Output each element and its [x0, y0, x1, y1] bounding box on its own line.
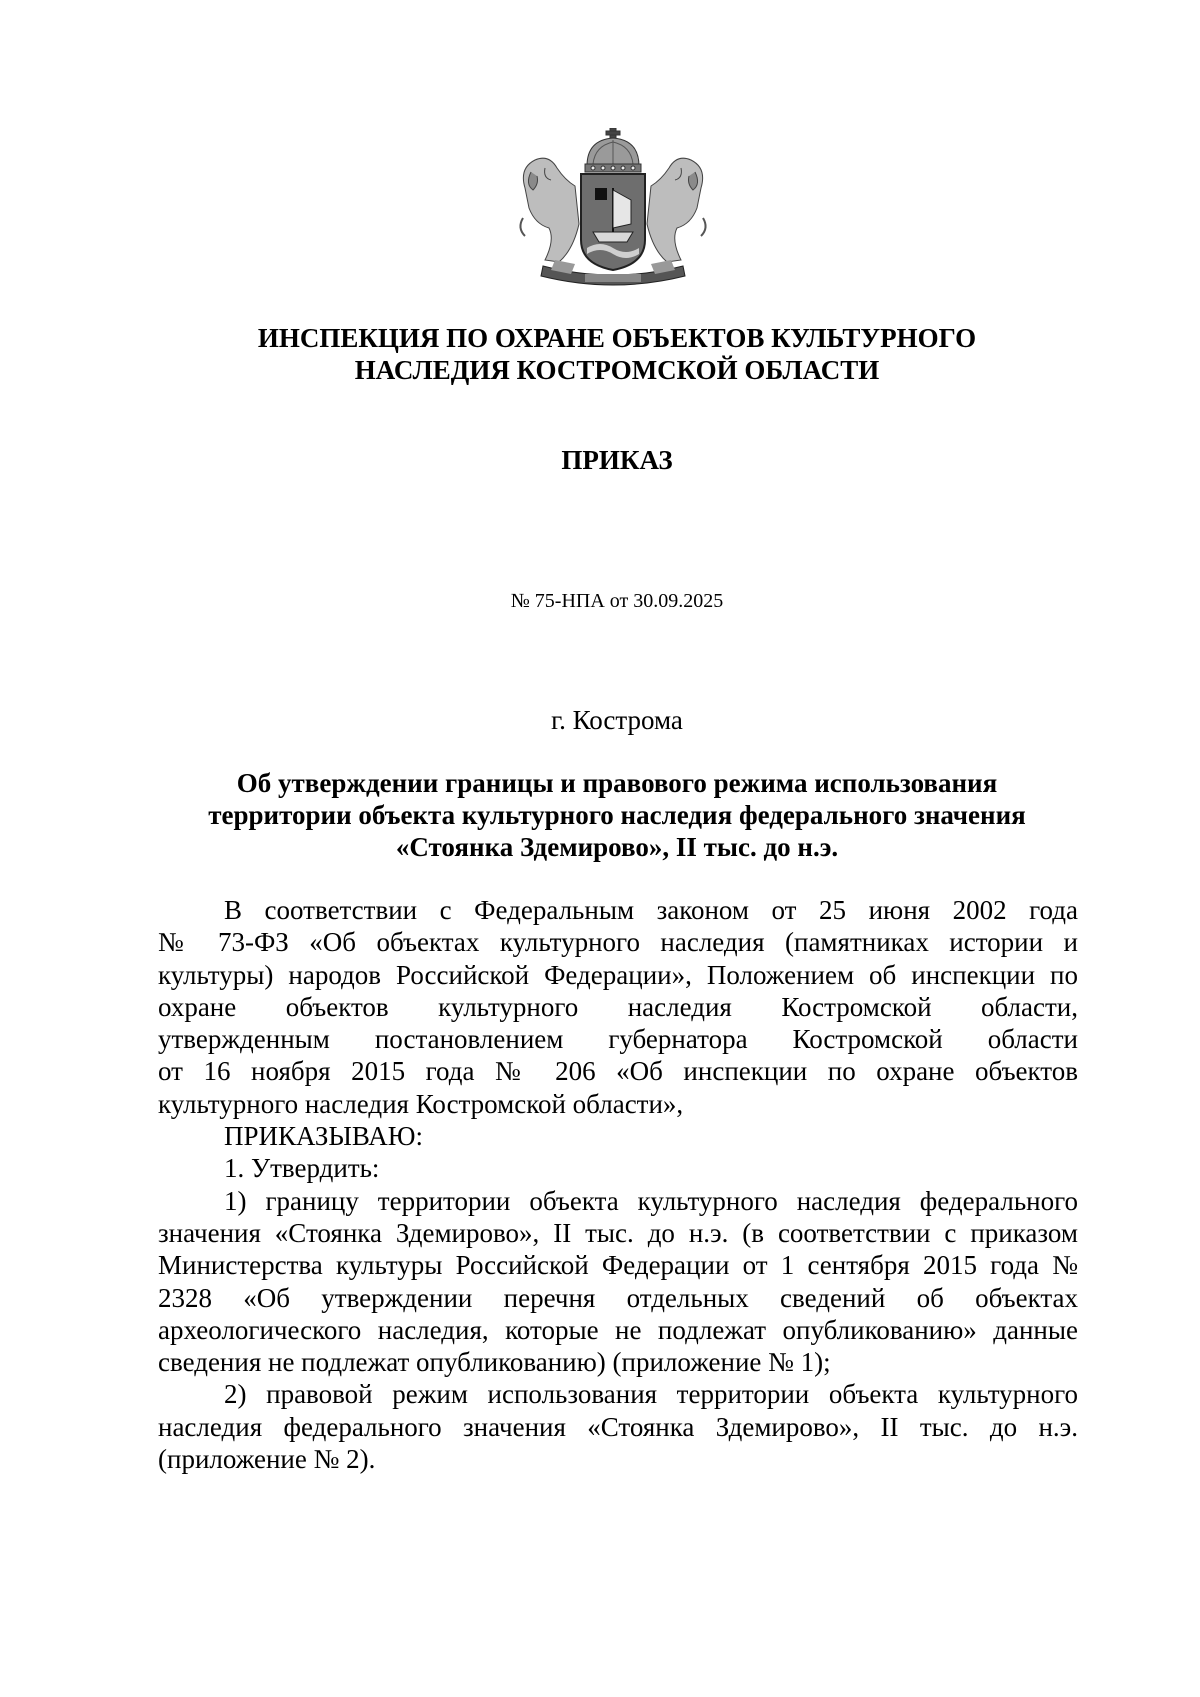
preamble-line: от 16 ноября 2015 года № 206 «Об инспекции по охране объектов [158, 1056, 1078, 1087]
preamble-line: В соответствии с Федеральным законом от 25 июня 2002 года [224, 895, 1078, 925]
left-lion-supporter-icon [520, 158, 579, 262]
document-city: г. Кострома [551, 705, 683, 735]
subitem-line: Министерства культуры Российской Федерации от 1 сентября 2015 года № [158, 1250, 1078, 1281]
subject-line: территории объекта культурного наследия федерального значения [208, 800, 1026, 830]
document-subject-heading [140, 767, 1094, 863]
subitem-line: 2) правовой режим использования территории объекта культурного [224, 1379, 1078, 1410]
subitem-line: значения «Стоянка Здемирово», II тыс. до н.э. (в соответствии с приказом [158, 1217, 1078, 1248]
subitem-line: наследия федерального значения «Стоянка Здемирово», II тыс. до н.э. [158, 1411, 1078, 1442]
preamble-line: культуры) народов Российской Федерации», Положением об инспекции по [158, 959, 1078, 990]
subject-line: Об утверждении границы и правового режима использования [236, 768, 998, 798]
subitem-line: археологического наследия, которые не подлежат опубликованию» данные [158, 1314, 1078, 1345]
subitem-line: 2328 «Об утверждении перечня отдельных сведений об объектах [158, 1282, 1078, 1313]
crown-icon [585, 128, 641, 172]
document-body [158, 894, 1078, 1475]
preamble-line: № 73-ФЗ «Об объектах культурного наследия (памятниках истории и [158, 927, 1078, 958]
document-number-date: № 75-НПА от 30.09.2025 [510, 590, 724, 612]
issuing-authority-title [0, 322, 1200, 386]
authority-title-line: НАСЛЕДИЯ КОСТРОМСКОЙ ОБЛАСТИ [354, 355, 880, 385]
subitem-1-paragraph [158, 1185, 1078, 1379]
subitem-2-paragraph [158, 1378, 1078, 1475]
subitem-line: сведения не подлежат опубликованию) (приложение № 1); [158, 1347, 831, 1378]
subitem-line: 1) границу территории объекта культурного наследия федерального [224, 1185, 1078, 1216]
shield-icon [581, 174, 645, 270]
right-lion-supporter-icon [647, 158, 706, 262]
order-item-1: 1. Утвердить: [224, 1153, 380, 1184]
order-word: ПРИКАЗЫВАЮ: [224, 1121, 423, 1152]
preamble-line: охране объектов культурного наследия Костромской области, [158, 991, 1078, 1022]
preamble-paragraph [158, 894, 1078, 1120]
authority-title-line: ИНСПЕКЦИЯ ПО ОХРАНЕ ОБЪЕКТОВ КУЛЬТУРНОГО [257, 323, 977, 353]
preamble-line: утвержденным постановлением губернатора Костромской области [158, 1024, 1078, 1055]
kostroma-coat-of-arms-emblem [515, 128, 711, 291]
subject-line: «Стоянка Здемирово», II тыс. до н.э. [395, 832, 839, 862]
subitem-line: (приложение № 2). [158, 1444, 376, 1475]
preamble-line: культурного наследия Костромской области», [158, 1088, 684, 1119]
document-type: ПРИКАЗ [561, 445, 673, 475]
